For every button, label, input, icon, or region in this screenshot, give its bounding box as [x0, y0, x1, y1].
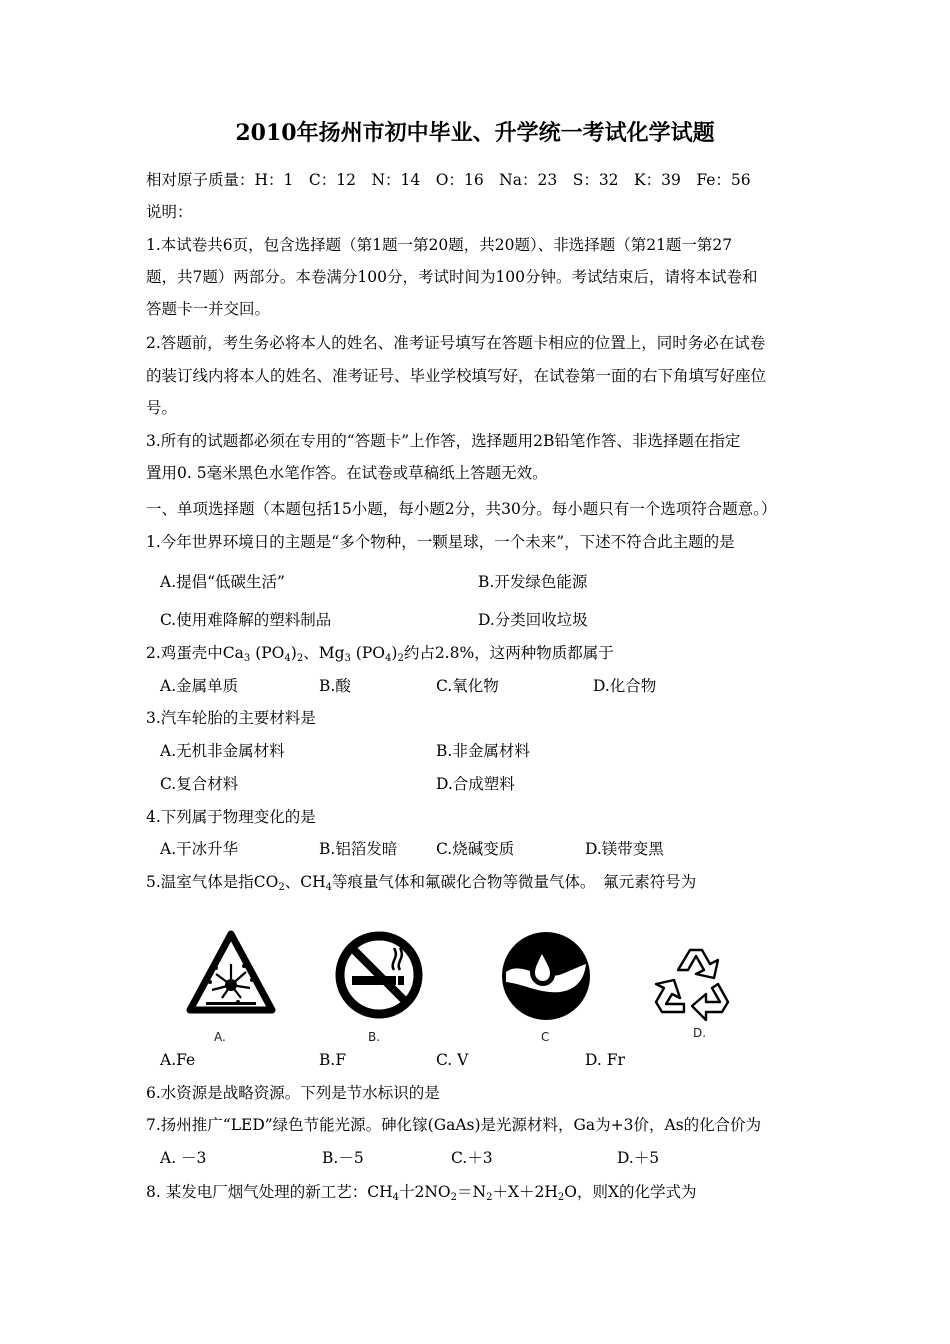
q2-option-c: C.氧化物: [436, 677, 499, 695]
q7-option-c: C.＋3: [451, 1149, 493, 1167]
water-drop-icon: [500, 930, 592, 1022]
q2-option-d: D.化合物: [593, 677, 657, 695]
sign-label-d: D.: [693, 1026, 707, 1040]
q3-option-a: A.无机非金属材料: [160, 742, 285, 760]
instruction-2-line-2: 的装订线内将本人的姓名、准考证号、毕业学校填写好，在试卷第一面的右下角填写好座位: [146, 367, 767, 385]
atomic-masses: 相对原子质量：H：1 C：12 N：14 O：16 Na：23 S：32 K：39 Fe：56: [146, 171, 751, 189]
q4-option-b: B.铝箔发暗: [319, 840, 398, 858]
q5-option-c: C. V: [436, 1051, 469, 1069]
instruction-1-line-2: 题，共7题）两部分。本卷满分100分，考试时间为100分钟。考试结束后，请将本试卷和: [146, 268, 758, 286]
section-1-heading: 一、单项选择题（本题包括15小题，每小题2分，共30分。每小题只有一个选项符合题意。）: [146, 500, 777, 518]
q3-option-c: C.复合材料: [160, 775, 239, 793]
no-smoking-icon: [334, 930, 424, 1020]
q1-option-d: D.分类回收垃圾: [478, 611, 588, 629]
q5-option-d: D. Fr: [585, 1051, 625, 1069]
q4-stem: 4.下列属于物理变化的是: [146, 808, 316, 826]
q1-option-a: A.提倡“低碳生活”: [160, 573, 285, 591]
sign-label-c: C: [541, 1030, 550, 1044]
q7-option-a: A. －3: [160, 1149, 207, 1167]
q7-stem: 7.扬州推广“LED”绿色节能光源。砷化镓(GaAs)是光源材料，Ga为+3价，As的化合价为: [146, 1116, 762, 1134]
page-title: 2010年扬州市初中毕业、升学统一考试化学试题: [235, 120, 715, 146]
q4-option-a: A.干冰升华: [160, 840, 239, 858]
explosion-icon: [186, 930, 276, 1016]
q7-option-b: B.－5: [322, 1149, 364, 1167]
q3-option-d: D.合成塑料: [436, 775, 515, 793]
instruction-1-line-3: 答题卡一并交回。: [146, 300, 271, 318]
instruction-3-line-2: 置用0. 5毫米黑色水笔作答。在试卷或草稿纸上答题无效。: [146, 464, 548, 482]
q5-option-a: A.Fe: [160, 1051, 196, 1069]
instruction-3-line-1: 3.所有的试题都必须在专用的“答题卡”上作答，选择题用2B铅笔作答、非选择题在指定: [146, 432, 741, 450]
q3-option-b: B.非金属材料: [436, 742, 530, 760]
q1-option-c: C.使用难降解的塑料制品: [160, 611, 332, 629]
sign-label-b: B.: [368, 1030, 381, 1044]
q4-option-d: D.镁带变黑: [585, 840, 664, 858]
q6-stem: 6.水资源是战略资源。下列是节水标识的是: [146, 1084, 440, 1102]
q5-option-b: B.F: [319, 1051, 347, 1069]
q1-option-b: B.开发绿色能源: [478, 573, 588, 591]
sign-label-a: A.: [214, 1030, 226, 1044]
explosive-warning-sign: [186, 930, 276, 1016]
q2-stem: 2.鸡蛋壳中$Ca_3$ $(PO_4)_2$、$Mg_3$ $(PO_4)_2$约占2.8%，这两种物质都属于: [146, 644, 614, 664]
water-saving-sign: [500, 930, 592, 1022]
q2-option-b: B.酸: [319, 677, 351, 695]
q7-option-d: D.＋5: [617, 1149, 660, 1167]
recycling-sign: [648, 940, 736, 1022]
q2-option-a: A.金属单质: [160, 677, 239, 695]
q8-stem: 8. 某发电厂烟气处理的新工艺：$CH_4$十$2NO_2=N_2+X+2H_2O$，则X的化学式为: [146, 1183, 697, 1203]
q4-option-c: C.烧碱变质: [436, 840, 515, 858]
no-smoking-sign: [334, 930, 424, 1020]
recycle-icon: [648, 940, 736, 1022]
instruction-1-line-1: 1.本试卷共6页，包含选择题（第1题一第20题，共20题）、非选择题（第21题一第27: [146, 236, 733, 254]
q1-stem: 1.今年世界环境日的主题是“多个物种，一颗星球，一个未来”，下述不符合此主题的是: [146, 533, 735, 551]
instructions-label: 说明：: [146, 203, 193, 221]
instruction-2-line-1: 2.答题前，考生务必将本人的姓名、准考证号填写在答题卡相应的位置上，同时务必在试卷: [146, 334, 766, 352]
q3-stem: 3.汽车轮胎的主要材料是: [146, 709, 316, 727]
instruction-2-line-3: 号。: [146, 399, 178, 417]
q5-stem: 5.温室气体是指$CO_2$、$CH_4$等痕量气体和氟碳化合物等微量气体。 氟元素符号为: [146, 873, 697, 893]
